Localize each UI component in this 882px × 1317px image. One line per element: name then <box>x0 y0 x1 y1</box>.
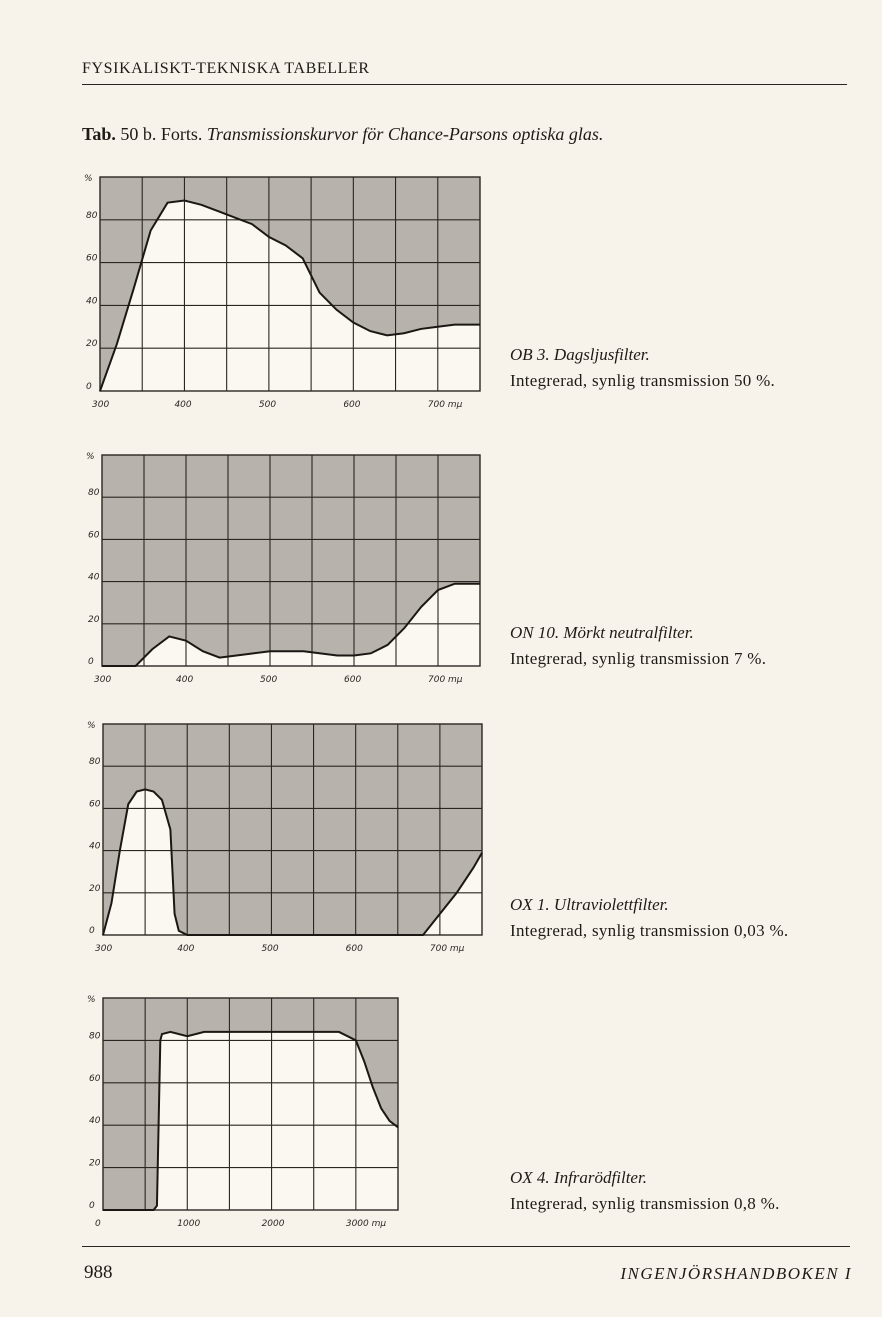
y-axis-label: % <box>86 452 95 462</box>
y-tick-label: 40 <box>89 841 101 852</box>
x-tick-label: 500 <box>258 400 277 410</box>
caption-ox1-title: OX 1. Ultraviolettfilter. <box>510 895 669 914</box>
y-axis-label: % <box>87 995 96 1005</box>
table-label: Tab. <box>82 124 116 144</box>
caption-ox4-text: Integrerad, synlig transmission 0,8 %. <box>510 1194 780 1213</box>
x-tick-label: 600 <box>344 675 362 685</box>
y-tick-label: 60 <box>89 799 101 810</box>
x-tick-label: 400 <box>174 400 192 410</box>
caption-ob3-title: OB 3. Dagsljusfilter. <box>510 345 650 364</box>
y-axis-label: % <box>87 721 96 731</box>
caption-ox4 <box>510 1165 780 1217</box>
x-tick-label: 300 <box>92 400 110 410</box>
caption-on10-text: Integrerad, synlig transmission 7 %. <box>510 649 767 668</box>
x-tick-label: 700 mμ <box>429 944 465 954</box>
y-tick-label: 40 <box>89 1116 101 1127</box>
y-tick-label: 20 <box>86 339 98 350</box>
y-tick-label: 80 <box>89 757 101 768</box>
x-tick-label: 2000 <box>261 1219 285 1229</box>
x-tick-label: 700 mμ <box>427 400 463 410</box>
x-tick-label: 400 <box>177 944 195 954</box>
caption-ox4-title: OX 4. Infrarödfilter. <box>510 1168 647 1187</box>
caption-ox1-text: Integrerad, synlig transmission 0,03 %. <box>510 921 789 940</box>
forts-label: Forts. <box>160 124 203 144</box>
y-axis-label: % <box>84 174 93 184</box>
y-tick-label: 60 <box>89 1073 101 1084</box>
y-tick-label: 60 <box>88 530 100 541</box>
x-tick-label: 300 <box>94 675 112 685</box>
y-tick-label: 0 <box>89 926 95 936</box>
y-tick-label: 0 <box>88 657 94 667</box>
y-tick-label: 20 <box>89 1158 101 1169</box>
y-tick-label: 20 <box>89 883 101 894</box>
x-tick-label: 600 <box>345 944 363 954</box>
x-tick-label: 400 <box>176 675 194 685</box>
x-tick-label: 3000 mμ <box>345 1219 387 1229</box>
x-tick-label: 700 mμ <box>428 675 463 685</box>
caption-ox1 <box>510 892 788 944</box>
table-number: 50 b. <box>120 124 157 144</box>
y-tick-label: 60 <box>86 253 98 264</box>
caption-ob3-text: Integrerad, synlig transmission 50 %. <box>510 371 776 390</box>
y-tick-label: 0 <box>89 1201 95 1211</box>
y-tick-label: 40 <box>86 296 98 307</box>
table-subtitle <box>82 124 603 145</box>
footer-divider <box>82 1246 850 1247</box>
x-tick-label: 500 <box>260 675 278 685</box>
x-tick-label: 0 <box>95 1219 101 1229</box>
x-tick-label: 1000 <box>177 1219 201 1229</box>
caption-on10-title: ON 10. Mörkt neutralfilter. <box>510 623 694 642</box>
caption-on10 <box>510 620 766 672</box>
y-tick-label: 80 <box>88 488 100 499</box>
y-tick-label: 0 <box>86 382 92 392</box>
y-tick-label: 40 <box>88 572 100 583</box>
caption-ob3 <box>510 342 775 394</box>
x-tick-label: 300 <box>95 944 113 954</box>
y-tick-label: 80 <box>89 1031 101 1042</box>
y-tick-label: 80 <box>86 210 98 221</box>
book-name: INGENJÖRSHANDBOKEN I <box>620 1264 852 1283</box>
y-tick-label: 20 <box>88 614 100 625</box>
page-number: 988 <box>84 1262 113 1283</box>
running-title: FYSIKALISKT-TEKNISKA TABELLER <box>82 60 847 85</box>
x-tick-label: 500 <box>261 944 279 954</box>
x-tick-label: 600 <box>343 400 361 410</box>
table-title: Transmissionskurvor för Chance-Parsons optiska glas. <box>206 124 604 144</box>
